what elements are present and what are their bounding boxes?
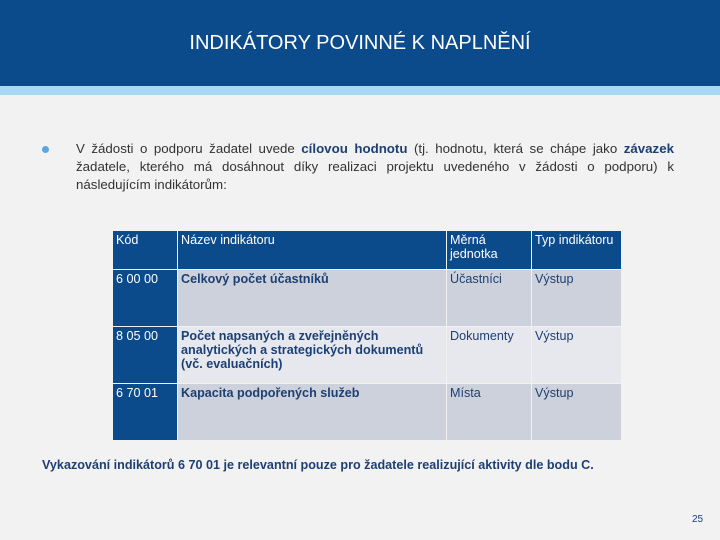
- cell-code: 8 05 00: [113, 327, 177, 383]
- cell-name: Kapacita podpořených služeb: [178, 384, 446, 440]
- page-number: 25: [692, 514, 704, 525]
- cell-code: 6 70 01: [113, 384, 177, 440]
- footnote: Vykazování indikátorů 6 70 01 je relevantní pouze pro žadatele realizující aktivity dle bodu C.: [42, 458, 594, 472]
- text: (tj. hodnotu, která se chápe jako: [407, 141, 624, 156]
- cell-type: Výstup: [532, 327, 621, 383]
- cell-unit: Místa: [447, 384, 531, 440]
- bold-text: závazek: [623, 141, 674, 156]
- intro-paragraph: [76, 140, 674, 194]
- text: žadatele, kterého má dosáhnout díky realizaci projektu uvedeného v žádosti o podporu) k následujícím indikátorům:: [76, 159, 674, 192]
- header-band: [0, 86, 720, 95]
- cell-type: Výstup: [532, 270, 621, 326]
- bullet-icon: [42, 146, 49, 153]
- cell-unit: Dokumenty: [447, 327, 531, 383]
- table-row: [113, 270, 621, 326]
- cell-name: Počet napsaných a zveřejněných analytických a strategických dokumentů (vč. evaluačních): [178, 327, 446, 383]
- cell-name: Celkový počet účastníků: [178, 270, 446, 326]
- cell-unit: Účastníci: [447, 270, 531, 326]
- slide-title: INDIKÁTORY POVINNÉ K NAPLNĚNÍ: [0, 0, 720, 86]
- col-type: Typ indikátoru: [532, 231, 621, 269]
- indicator-table: [112, 230, 622, 441]
- table-row: [113, 327, 621, 383]
- text: V žádosti o podporu žadatel uvede: [76, 141, 302, 156]
- col-unit: Měrná jednotka: [447, 231, 531, 269]
- cell-type: Výstup: [532, 384, 621, 440]
- table-row: [113, 384, 621, 440]
- col-code: Kód: [113, 231, 177, 269]
- col-name: Název indikátoru: [178, 231, 446, 269]
- cell-code: 6 00 00: [113, 270, 177, 326]
- table-header: [113, 231, 621, 269]
- bold-text: cílovou hodnotu: [301, 141, 408, 156]
